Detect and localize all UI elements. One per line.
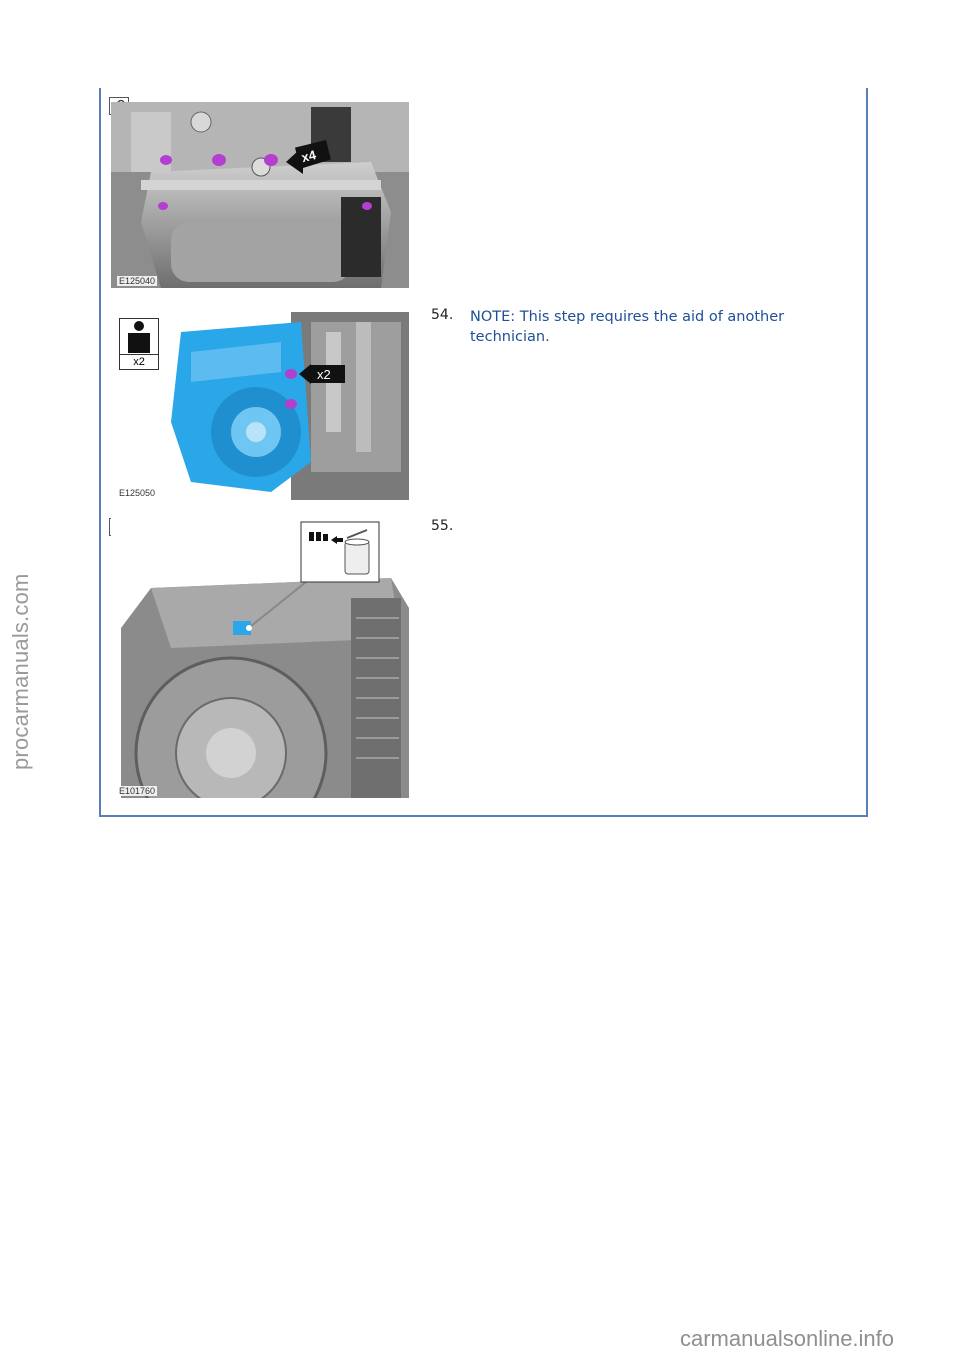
callout-x2: x2 [317, 367, 331, 382]
step-number: 55. [431, 518, 454, 534]
figure-e125040 [111, 102, 409, 288]
figure-e101760 [111, 518, 409, 798]
step-row-2 [101, 307, 868, 500]
callout-x4: x4 [299, 147, 318, 166]
step-row-1 [101, 88, 868, 288]
two-person-icon [119, 318, 159, 370]
step-number: 54. [431, 307, 454, 323]
figure-code: E125040 [119, 276, 156, 286]
procedure-panel [99, 88, 868, 817]
step-row-3 [101, 516, 868, 798]
side-watermark: procarmanuals.com [8, 573, 33, 770]
person-count: x2 [120, 354, 158, 369]
figure-code: E101760 [119, 786, 156, 796]
step-note: NOTE: This step requires the aid of another technician. [470, 309, 785, 345]
bottom-watermark: carmanualsonline.info [680, 1326, 895, 1351]
figure-code: E125050 [119, 488, 156, 498]
